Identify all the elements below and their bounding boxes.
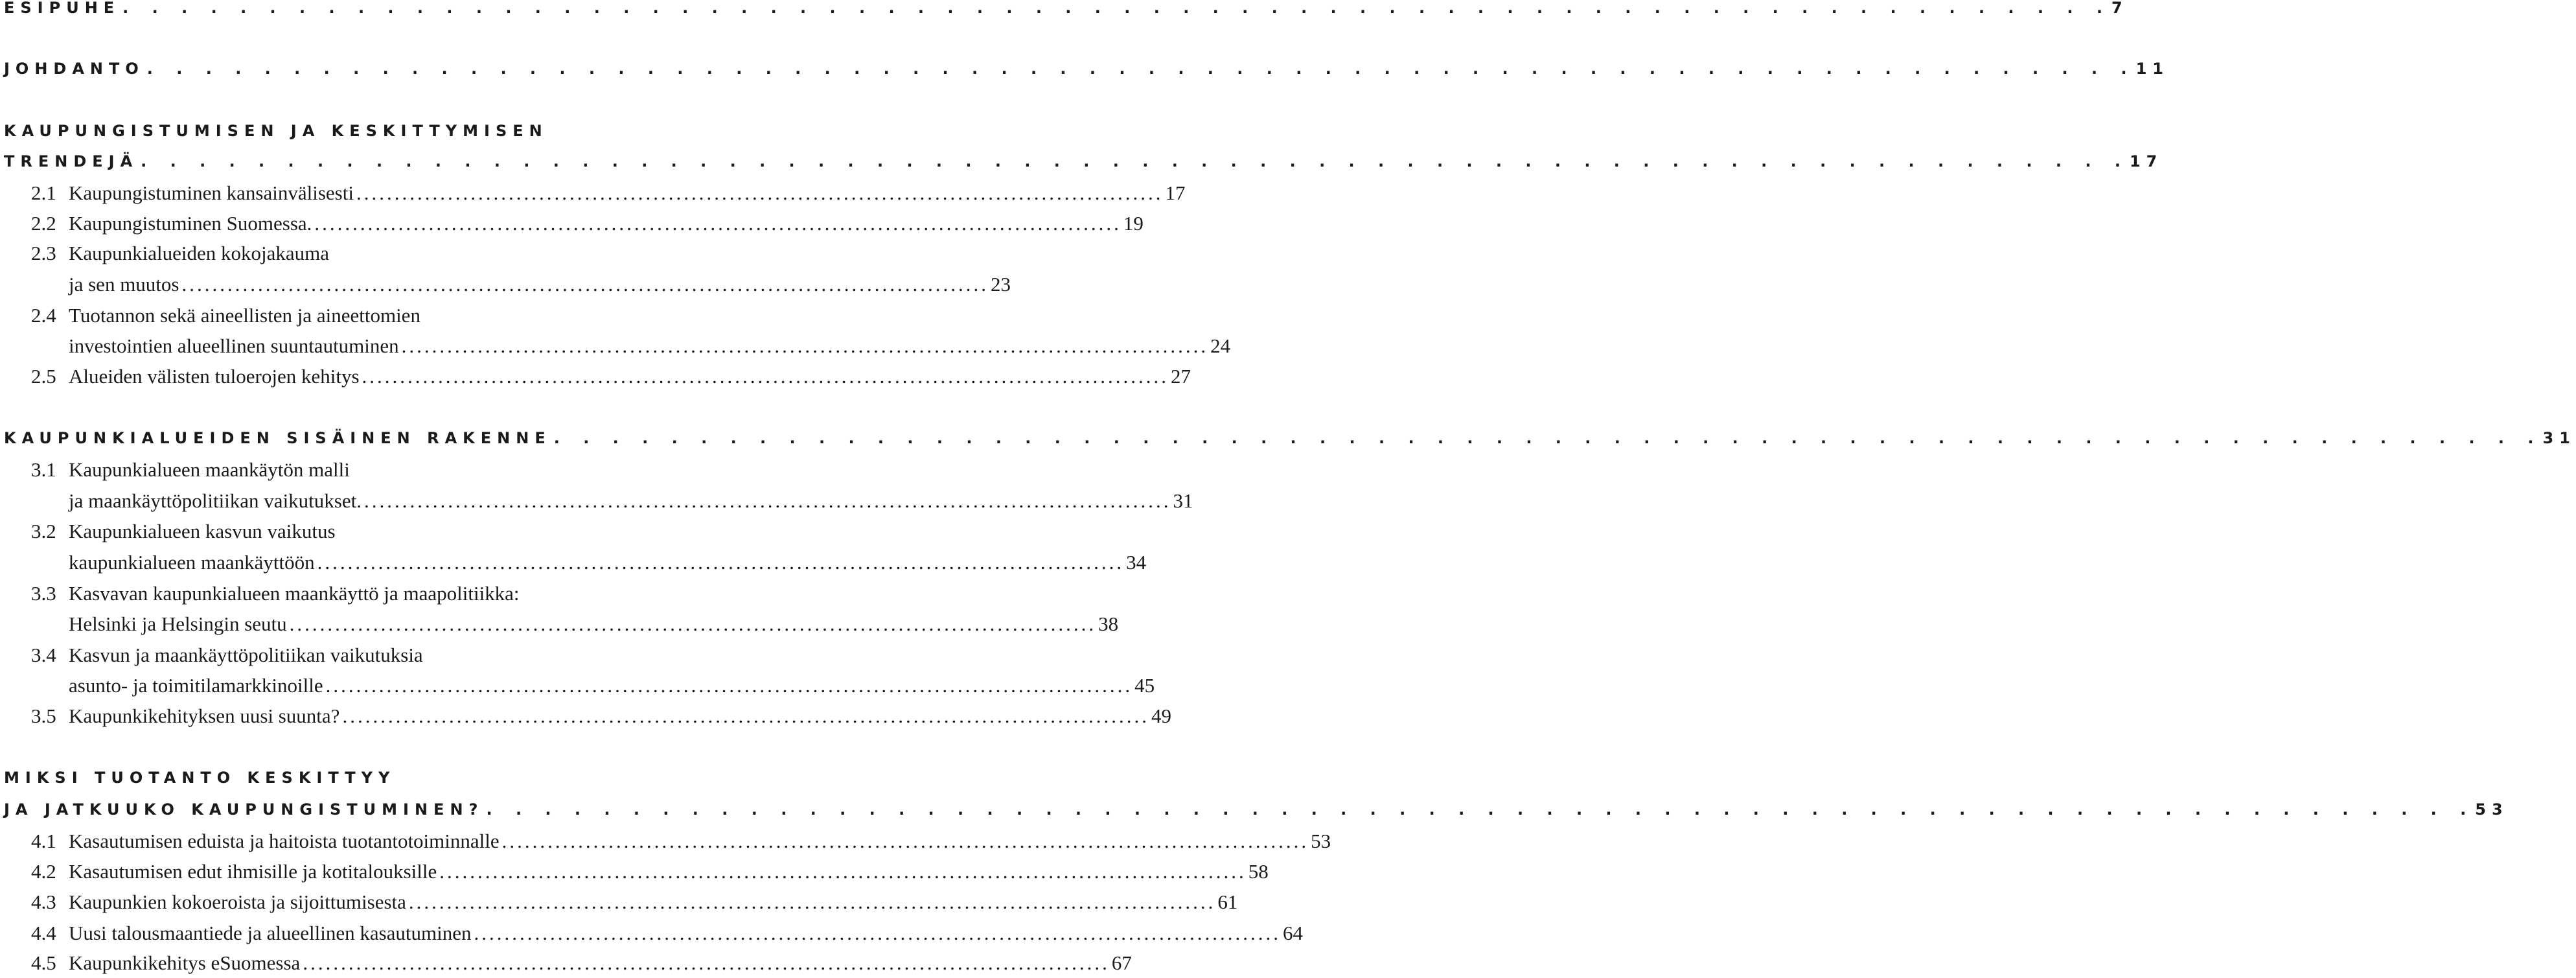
section-title: Kasautumisen edut ihmisille ja kotitalouksille [69, 860, 437, 883]
section-title: Kaupunkikehityksen uusi suunta? [69, 704, 340, 727]
dot-leader [182, 270, 989, 299]
toc-entry-3-4[interactable] [31, 640, 618, 670]
section-title: Uusi talousmaantiede ja alueellinen kasautuminen [69, 922, 472, 944]
section-title: investointien alueellinen suuntautuminen [69, 334, 399, 357]
toc-entry-2-1[interactable] [31, 178, 1186, 208]
toc-entry-4-3[interactable] [31, 887, 1238, 917]
toc-entry-2-3[interactable] [31, 239, 618, 268]
section-number: 2.2 [31, 212, 56, 235]
toc-entry-3-3-cont[interactable] [69, 609, 1119, 639]
chapter-title: ESIPUHE [4, 0, 121, 17]
section-number: 3.1 [31, 458, 56, 481]
chapter-title-line1: KAUPUNGISTUMISEN JA KESKITTYMISEN [4, 122, 548, 140]
section-title: Kaupunkialueiden kokojakauma [69, 242, 330, 264]
section-number: 4.4 [31, 922, 56, 944]
dot-leader [303, 948, 1110, 978]
toc-entry-3-2-cont[interactable] [69, 548, 1147, 577]
toc-entry-2-5[interactable] [31, 362, 1191, 391]
dot-leader [362, 362, 1169, 391]
dot-leader [356, 178, 1164, 208]
toc-entry-2-3-cont[interactable] [69, 270, 1011, 299]
section-number: 3.5 [31, 704, 56, 727]
section-title: Kaupunkialueen kasvun vaikutus [69, 520, 336, 542]
dot-leader [141, 148, 2130, 174]
page-number: 49 [1151, 704, 1171, 727]
toc-entry-johdanto[interactable] [4, 56, 2169, 82]
dot-leader [474, 918, 1282, 948]
page-number: 67 [1111, 951, 1132, 974]
toc-entry-esipuhe[interactable] [4, 0, 2128, 21]
section-number: 2.1 [31, 181, 56, 204]
dot-leader [147, 56, 2136, 82]
section-number: 2.3 [31, 242, 56, 264]
page-number: 53 [1311, 830, 1331, 852]
section-number: 2.4 [31, 304, 56, 327]
page-number: 17 [2129, 152, 2163, 170]
section-title: Kaupunkialueen maankäytön malli [69, 458, 350, 481]
toc-entry-3-2[interactable] [31, 517, 618, 546]
chapter-title: JA JATKUUKO KAUPUNGISTUMINEN? [4, 800, 484, 819]
section-title: Alueiden välisten tuloerojen kehitys [69, 365, 360, 388]
section-title: Tuotannon sekä aineellisten ja aineettomien [69, 304, 420, 327]
toc-entry-3-1[interactable] [31, 455, 618, 485]
section-title: Kaupunkien kokoeroista ja sijoittumisesta [69, 891, 406, 913]
section-number: 2.5 [31, 365, 56, 388]
page-number: 34 [1126, 551, 1147, 574]
dot-leader [314, 209, 1121, 239]
page-number: 24 [1210, 334, 1231, 357]
section-title: Kaupungistuminen kansainvälisesti [69, 181, 354, 204]
page-number: 58 [1248, 860, 1269, 883]
section-number: 4.1 [31, 830, 56, 852]
toc-entry-3-1-cont[interactable] [69, 486, 1193, 516]
toc-entry-3-5[interactable] [31, 701, 1171, 731]
section-title: Kaupungistuminen Suomessa. [69, 212, 312, 235]
page-number: 19 [1123, 212, 1144, 235]
toc-entry-4-2[interactable] [31, 857, 1269, 887]
dot-leader [317, 548, 1125, 577]
section-number: 3.3 [31, 582, 56, 605]
toc-entry-2-4-cont[interactable] [69, 331, 1231, 361]
toc-entry-2-2[interactable] [31, 209, 1144, 239]
toc-entry-3-4-cont[interactable] [69, 671, 1155, 701]
section-title: Kasvavan kaupunkialueen maankäyttö ja maapolitiikka: [69, 582, 520, 605]
toc-entry-trendeja[interactable] [4, 148, 2163, 174]
toc-entry-4-5[interactable] [31, 948, 1132, 978]
page-number: 45 [1134, 674, 1155, 697]
dot-leader [364, 486, 1171, 516]
dot-leader [122, 0, 2111, 21]
chapter-title: KAUPUNKIALUEIDEN SISÄINEN RAKENNE [4, 429, 551, 447]
chapter-title: TRENDEJÄ [4, 152, 139, 170]
page-number: 23 [991, 273, 1011, 296]
section-title: Kaupunkikehitys eSuomessa [69, 951, 301, 974]
page-number: 31 [1173, 489, 1193, 512]
section-title: kaupunkialueen maankäyttöön [69, 551, 315, 574]
dot-leader [502, 826, 1309, 856]
dot-leader [439, 857, 1247, 887]
toc-entry-4-4[interactable] [31, 918, 1304, 948]
dot-leader [342, 701, 1149, 731]
dot-leader [554, 425, 2543, 451]
toc-entry-2-4[interactable] [31, 301, 618, 331]
section-number: 3.2 [31, 520, 56, 542]
dot-leader [486, 797, 2475, 822]
section-number: 3.4 [31, 644, 56, 666]
section-title: Helsinki ja Helsingin seutu [69, 612, 287, 635]
section-title: ja maankäyttöpolitiikan vaikutukset. [69, 489, 362, 512]
page-number: 7 [2111, 0, 2128, 17]
page-number: 53 [2475, 800, 2509, 819]
page-number: 64 [1283, 922, 1304, 944]
toc-entry-4-1[interactable] [31, 826, 1331, 856]
dot-leader [326, 671, 1133, 701]
toc-entry-3-3[interactable] [31, 579, 618, 609]
page-number: 17 [1165, 181, 1186, 204]
dot-leader [402, 331, 1209, 361]
page-number: 31 [2542, 429, 2576, 447]
section-title: asunto- ja toimitilamarkkinoille [69, 674, 323, 697]
section-number: 4.3 [31, 891, 56, 913]
page-number: 38 [1098, 612, 1119, 635]
toc-entry-jatkuuko[interactable] [4, 797, 2509, 822]
section-title: Kasvun ja maankäyttöpolitiikan vaikutuksia [69, 644, 423, 666]
chapter-title-line1: MIKSI TUOTANTO KESKITTYY [4, 769, 396, 787]
dot-leader [409, 887, 1216, 917]
section-title: Kasautumisen eduista ja haitoista tuotantotoiminnalle [69, 830, 500, 852]
dot-leader [290, 609, 1097, 639]
section-title: ja sen muutos [69, 273, 179, 296]
toc-entry-sisainen-rakenne[interactable] [4, 425, 2576, 451]
page-number: 61 [1217, 891, 1238, 913]
page-number: 11 [2135, 60, 2169, 78]
section-number: 4.2 [31, 860, 56, 883]
section-number: 4.5 [31, 951, 56, 974]
page-number: 27 [1171, 365, 1191, 388]
chapter-title: JOHDANTO [4, 60, 144, 78]
